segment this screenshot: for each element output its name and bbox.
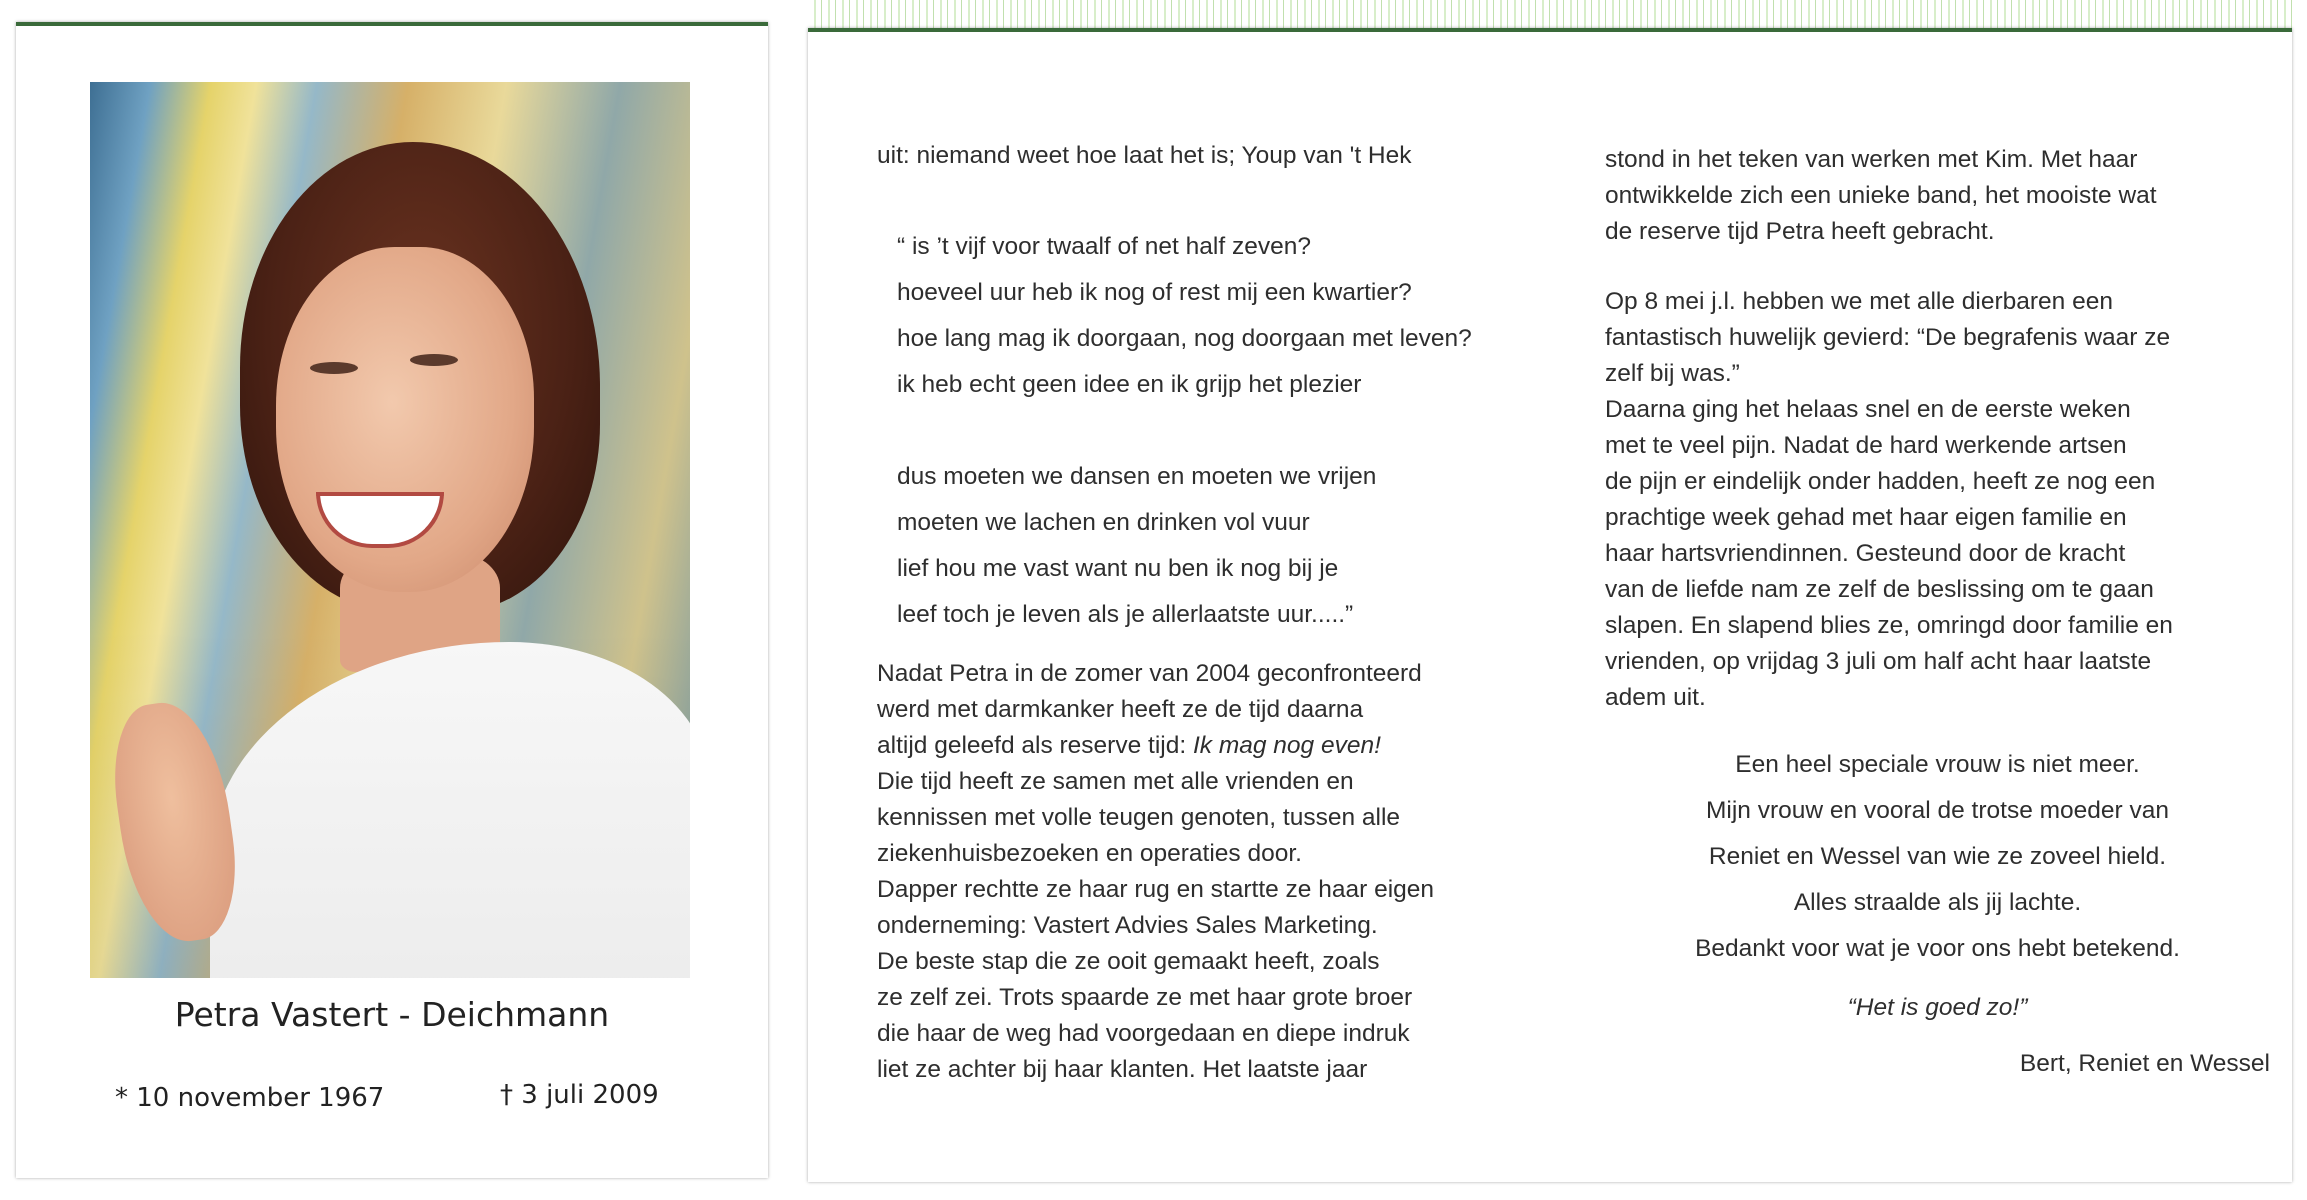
story-line: ze zelf zei. Trots spaarde ze met haar grote broer xyxy=(877,984,1413,1011)
story-line: met te veel pijn. Nadat de hard werkende artsen xyxy=(1605,432,2127,459)
poem-line: lief hou me vast want nu ben ik nog bij je xyxy=(897,555,1339,582)
story-line: kennissen met volle teugen genoten, tussen alle xyxy=(877,804,1401,831)
story-line: haar hartsvriendinnen. Gesteund door de kracht xyxy=(1605,540,2126,567)
portrait-left-eye xyxy=(310,362,358,374)
tribute-line: Bedankt voor wat je voor ons hebt betekend. xyxy=(1695,935,2180,962)
story-line: De beste stap die ze ooit gemaakt heeft, zoals xyxy=(877,948,1380,975)
story-line: die haar de weg had voorgedaan en diepe indruk xyxy=(877,1020,1410,1047)
poem-stanza-1 xyxy=(877,224,1517,408)
final-weeks-paragraph xyxy=(1605,284,2270,716)
death-date: † 3 juli 2009 xyxy=(500,1080,659,1110)
portrait-hand xyxy=(104,696,246,949)
story-line: liet ze achter bij haar klanten. Het laatste jaar xyxy=(877,1056,1368,1083)
story-line: adem uit. xyxy=(1605,684,1706,711)
story-line: vrienden, op vrijdag 3 juli om half acht haar laatste xyxy=(1605,648,2152,675)
poem-line: ik heb echt geen idee en ik grijp het plezier xyxy=(897,371,1362,398)
story-line-with-quote xyxy=(877,728,1517,764)
closing-tribute xyxy=(1605,742,2270,972)
text-column-right xyxy=(1605,142,2270,1082)
portrait-right-eye xyxy=(410,354,458,366)
story-line: stond in het teken van werken met Kim. Met haar xyxy=(1605,146,2138,173)
poem-stanza-2 xyxy=(877,454,1517,638)
text-column-left xyxy=(877,138,1517,1088)
deceased-name: Petra Vastert - Deichmann xyxy=(174,995,610,1034)
story-line-text: altijd geleefd als reserve tijd: xyxy=(877,732,1193,759)
story-line: Dapper rechtte ze haar rug en startte ze haar eigen xyxy=(877,876,1435,903)
poem-line: “ is ’t vijf voor twaalf of net half zeven? xyxy=(897,233,1311,260)
family-signature: Bert, Reniet en Wessel xyxy=(2019,1050,2270,1077)
motto-quote: “Het is goed zo!” xyxy=(1847,994,2028,1021)
birth-date: * 10 november 1967 xyxy=(115,1083,385,1113)
story-line: de pijn er eindelijk onder hadden, heeft ze nog een xyxy=(1605,468,2156,495)
poem-line: hoeveel uur heb ik nog of rest mij een kwartier? xyxy=(897,279,1412,306)
story-continued-paragraph xyxy=(1605,142,2270,250)
story-line: werd met darmkanker heeft ze de tijd daarna xyxy=(877,696,1364,723)
portrait-photo xyxy=(90,82,690,978)
story-line: ziekenhuisbezoeken en operaties door. xyxy=(877,840,1302,867)
life-story-paragraph xyxy=(877,656,1517,1088)
poem-line: hoe lang mag ik doorgaan, nog doorgaan met leven? xyxy=(897,325,1472,352)
tribute-line: Alles straalde als jij lachte. xyxy=(1793,889,2082,916)
story-line: ontwikkelde zich een unieke band, het mooiste wat xyxy=(1605,182,2157,209)
story-line: van de liefde nam ze zelf de beslissing om te gaan xyxy=(1605,576,2154,603)
story-line: Op 8 mei j.l. hebben we met alle dierbaren een xyxy=(1605,288,2113,315)
story-line: zelf bij was.” xyxy=(1605,360,1740,387)
italic-phrase: Ik mag nog even! xyxy=(1192,732,1381,759)
poem-line: dus moeten we dansen en moeten we vrijen xyxy=(897,463,1377,490)
portrait-shirt xyxy=(210,642,690,978)
story-line: Die tijd heeft ze samen met alle vrienden en xyxy=(877,768,1354,795)
story-line: fantastisch huwelijk gevierd: “De begrafenis waar ze xyxy=(1605,324,2171,351)
story-line: Daarna ging het helaas snel en de eerste weken xyxy=(1605,396,2131,423)
story-line: Nadat Petra in de zomer van 2004 geconfronteerd xyxy=(877,660,1422,687)
poem-line: moeten we lachen en drinken vol vuur xyxy=(897,509,1310,536)
tribute-line: Mijn vrouw en vooral de trotse moeder van xyxy=(1706,797,2169,824)
story-line: slapen. En slapend blies ze, omringd door familie en xyxy=(1605,612,2173,639)
story-line: de reserve tijd Petra heeft gebracht. xyxy=(1605,218,1995,245)
tribute-line: Reniet en Wessel van wie ze zoveel hield. xyxy=(1708,843,2167,870)
story-line: onderneming: Vastert Advies Sales Marketing. xyxy=(877,912,1378,939)
poem-source: uit: niemand weet hoe laat het is; Youp van 't Hek xyxy=(877,142,1412,169)
tribute-line: Een heel speciale vrouw is niet meer. xyxy=(1735,751,2140,778)
story-line: prachtige week gehad met haar eigen familie en xyxy=(1605,504,2127,531)
poem-line: leef toch je leven als je allerlaatste uur.....” xyxy=(897,601,1354,628)
